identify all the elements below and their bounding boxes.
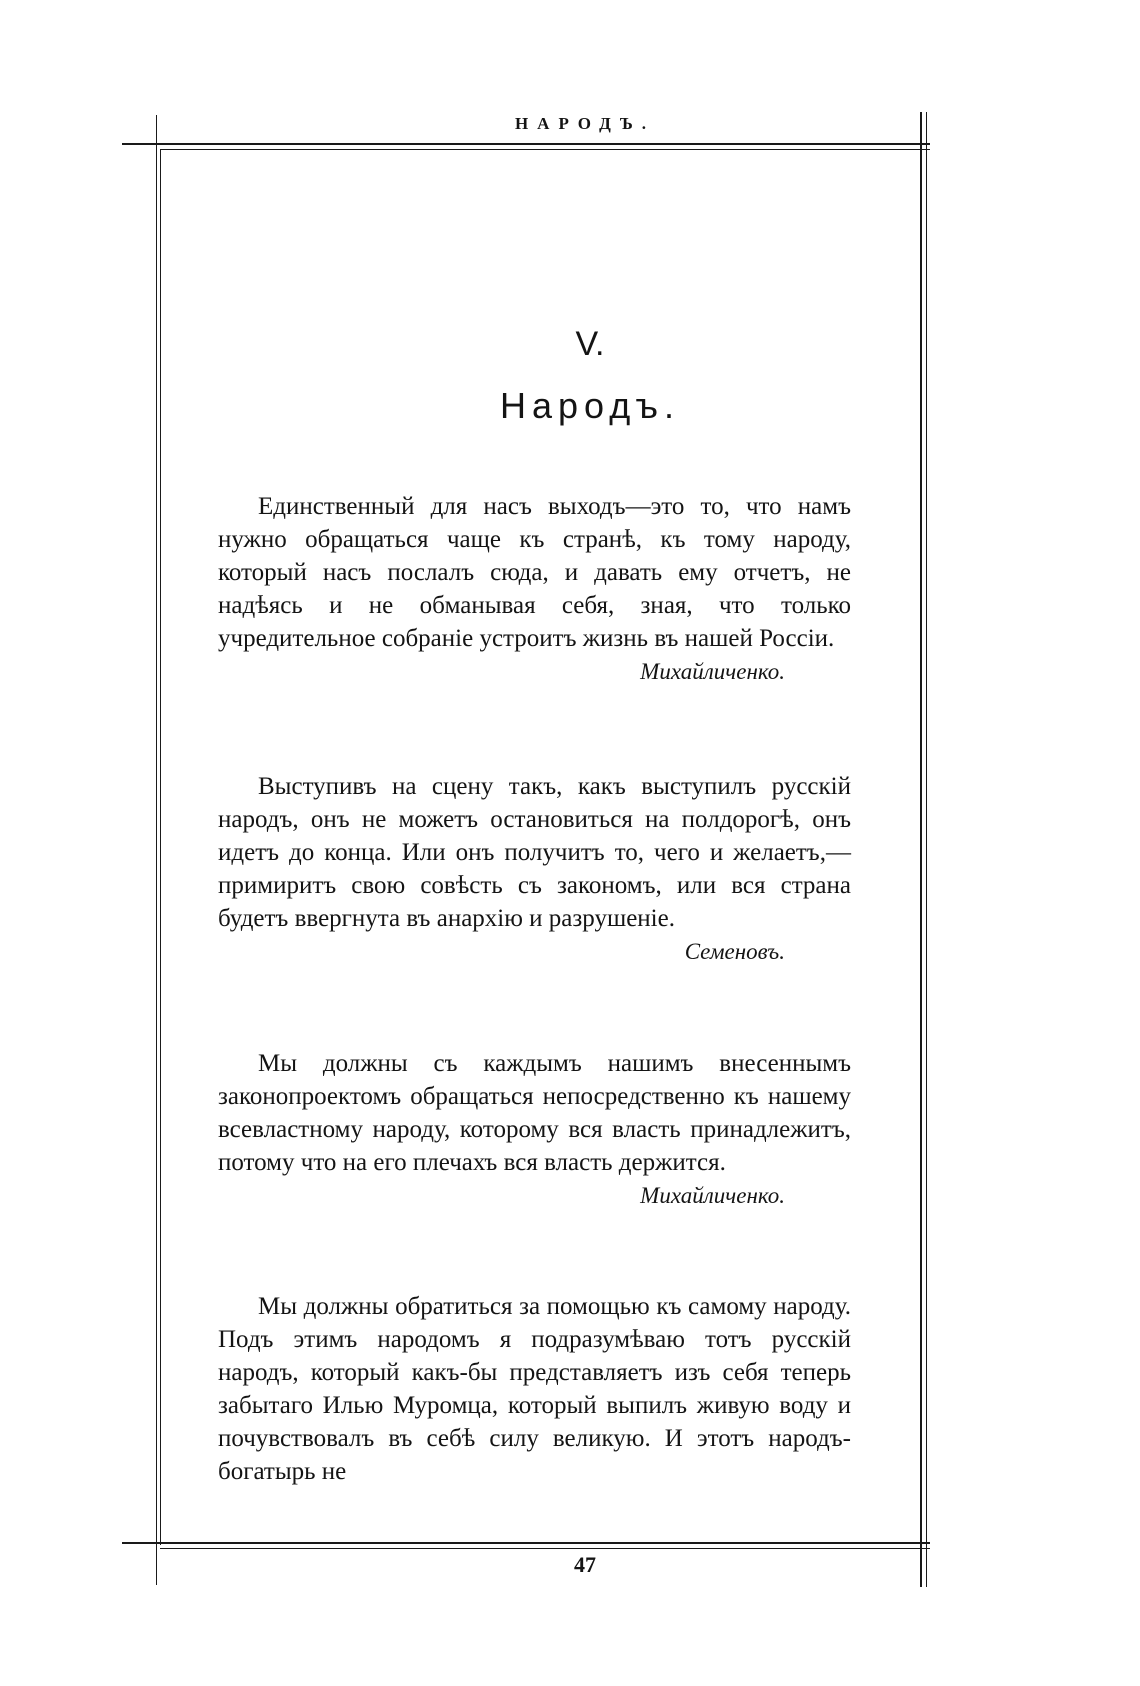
quote-1 xyxy=(218,490,851,685)
quote-text: Выступивъ на сцену такъ, какъ выступилъ русскій народъ, онъ не можетъ остановиться на полдорогѣ, онъ идетъ до конца. Или онъ получитъ то, чего и желаетъ,—примиритъ свою совѣсть съ закономъ, или вся страна будетъ ввергнута въ анархію и разрушеніе. xyxy=(218,773,851,932)
top-rule xyxy=(122,143,930,145)
running-head: НАРОДЪ. xyxy=(514,114,656,133)
quote-text: Единственный для насъ выходъ—это то, что намъ нужно обращаться чаще къ странѣ, къ тому народу, который насъ послалъ сюда, и давать ему отчетъ, не надѣясь и не обманывая себя, зная, что только учредительное собраніе устроитъ жизнь въ нашей Россіи. xyxy=(218,493,851,652)
chapter-number: V. xyxy=(575,325,605,363)
quote-4 xyxy=(218,1290,851,1488)
page-number: 47 xyxy=(574,1552,596,1577)
quote-2 xyxy=(218,770,851,965)
quote-3 xyxy=(218,1047,851,1209)
bottom-rule xyxy=(122,1542,930,1544)
quote-text: Мы должны обратиться за помощью къ самому народу. Подъ этимъ народомъ я подразумѣваю тотъ русскій народъ, который какъ-бы представляетъ изъ себя теперь забытаго Илью Муромца, который выпилъ живую воду и почувствовалъ въ себѣ силу великую. И этотъ народъ-богатырь не xyxy=(218,1293,851,1485)
bottom-rule-inner xyxy=(160,1548,930,1549)
top-rule-inner xyxy=(160,149,930,150)
quote-author: Михайличенко. xyxy=(640,659,785,684)
quote-text: Мы должны съ каждымъ нашимъ внесеннымъ законопроектомъ обращаться непосредственно къ нашему всевластному народу, которому вся власть принадлежитъ, потому что на его плечахъ вся власть держится. xyxy=(218,1050,851,1176)
chapter-title: Народъ. xyxy=(500,385,680,426)
quote-author: Семеновъ. xyxy=(684,939,785,964)
quote-author: Михайличенко. xyxy=(640,1183,785,1208)
